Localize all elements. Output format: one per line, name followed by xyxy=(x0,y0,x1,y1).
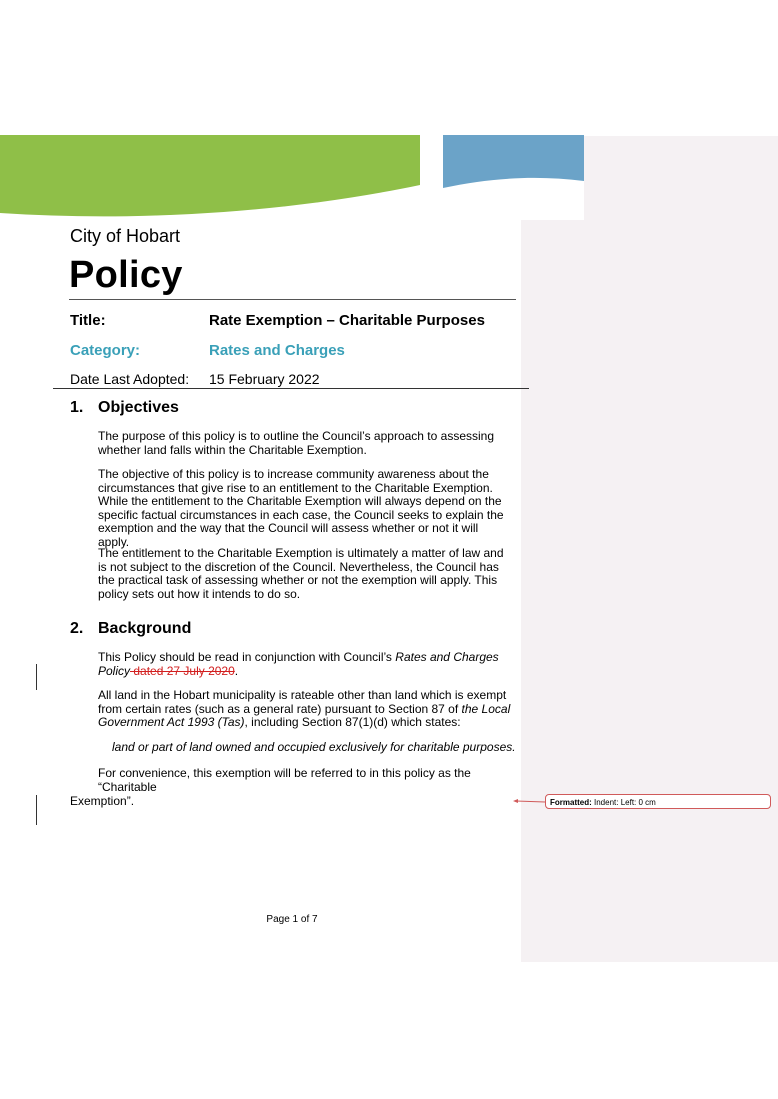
paragraph: For convenience, this exemption will be referred to in this policy as the “Charitable xyxy=(98,766,471,794)
paragraph: The entitlement to the Charitable Exemption is ultimately a matter of law and is not subject to the discretion of the Council. Nevertheless, the Council has the practical task of assessing whether or not the exemption will apply. This policy sets out how it intends to do so. xyxy=(98,546,504,601)
meta-category-value: Rates and Charges xyxy=(209,342,345,359)
paragraph-end: . xyxy=(234,663,239,678)
section-number: 1. xyxy=(70,399,84,416)
section-number: 2. xyxy=(70,620,84,637)
quoted-provision: land or part of land owned and occupied exclusively for charitable purposes. xyxy=(112,740,516,754)
paragraph-text: This Policy should be read in conjunction with Council’s xyxy=(98,650,396,664)
meta-date-value: 15 February 2022 xyxy=(209,371,320,387)
organisation-name: City of Hobart xyxy=(70,226,181,246)
meta-title-label: Title: xyxy=(70,312,106,329)
balloon-label: Formatted: xyxy=(550,798,592,807)
paragraph: The purpose of this policy is to outline the Council’s approach to assessing whether land falls within the Charitable Exemption. xyxy=(98,429,495,457)
italic-reference: Rates and Charges Policy xyxy=(98,650,499,678)
meta-title-value: Rate Exemption – Charitable Purposes xyxy=(209,312,485,329)
document-type-title: Policy xyxy=(69,254,183,296)
section-title: Background xyxy=(98,620,192,637)
paragraph: The objective of this policy is to increase community awareness about the circumstances that give rise to an entitlement to the Charitable Exemption. While the entitlement to the Charitable Exemption will always depend on the specific factual circumstances in each case, the Council seeks to explain the exemption and the way that the Council will assess whether or not it will apply. xyxy=(98,467,504,549)
paragraph-text: All land in the Hobart municipality is rateable other than land which is exempt from certain rates (such as a general rate) pursuant to Section 87 of xyxy=(98,688,507,716)
formatting-balloon[interactable] xyxy=(545,794,771,809)
deleted-text: dated 27 July 2020 xyxy=(130,663,235,678)
paragraph-text: , including Section 87(1)(d) which states: xyxy=(244,715,461,730)
section-title: Objectives xyxy=(98,399,179,416)
page-number: Page 1 of 7 xyxy=(266,914,318,925)
page-footer xyxy=(0,914,584,925)
balloon-text: Indent: Left: 0 cm xyxy=(591,798,656,807)
paragraph-continuation: Exemption”. xyxy=(70,794,135,808)
meta-category-label: Category: xyxy=(70,342,141,359)
meta-date-label: Date Last Adopted: xyxy=(70,371,190,387)
italic-reference: the Local Government Act 1993 (Tas) xyxy=(98,701,511,730)
